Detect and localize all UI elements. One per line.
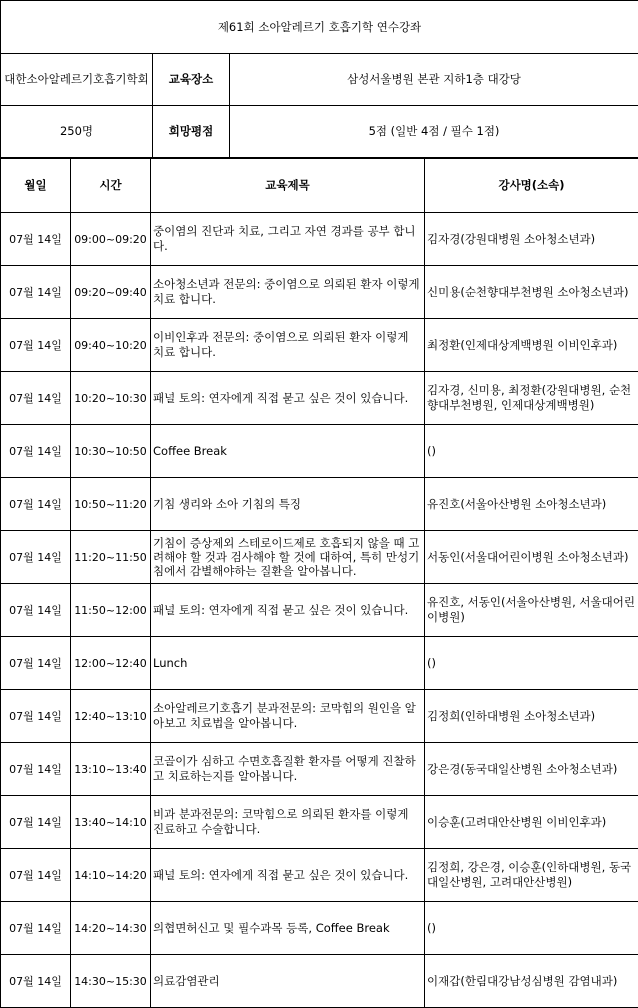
schedule-row bbox=[1, 743, 638, 796]
session-time: 13:40~14:10 bbox=[74, 815, 147, 829]
schedule-row bbox=[1, 531, 638, 584]
session-time: 10:30~10:50 bbox=[74, 444, 147, 458]
session-speaker-cell bbox=[425, 584, 638, 637]
session-speaker: 신미용(순천향대부천병원 소아청소년과) bbox=[427, 284, 629, 299]
session-time: 14:20~14:30 bbox=[74, 921, 147, 935]
session-time: 11:50~12:00 bbox=[74, 603, 147, 617]
session-date-cell bbox=[1, 213, 71, 266]
session-time: 14:30~15:30 bbox=[74, 974, 147, 988]
session-time-cell bbox=[71, 902, 151, 955]
session-topic-cell bbox=[151, 319, 425, 372]
session-date: 07월 14일 bbox=[9, 815, 62, 829]
session-date-cell bbox=[1, 584, 71, 637]
session-time: 10:20~10:30 bbox=[74, 391, 147, 405]
header-time: 시간 bbox=[71, 159, 151, 213]
session-topic: Coffee Break bbox=[153, 443, 227, 458]
schedule-row bbox=[1, 690, 638, 743]
session-date: 07월 14일 bbox=[9, 974, 62, 988]
schedule-row bbox=[1, 372, 638, 425]
session-topic-cell bbox=[151, 743, 425, 796]
course-title: 제61회 소아알레르기 호흡기학 연수강좌 bbox=[1, 1, 638, 54]
session-time: 09:40~10:20 bbox=[74, 338, 147, 352]
session-speaker-cell bbox=[425, 531, 638, 584]
session-topic-cell bbox=[151, 372, 425, 425]
session-time-cell bbox=[71, 849, 151, 902]
session-date-cell bbox=[1, 531, 71, 584]
session-time: 09:00~09:20 bbox=[74, 232, 147, 246]
session-speaker-cell bbox=[425, 266, 638, 319]
session-date-cell bbox=[1, 955, 71, 1008]
session-speaker: () bbox=[427, 655, 436, 670]
session-topic-cell bbox=[151, 478, 425, 531]
credit-value: 5점 (일반 4점 / 필수 1점) bbox=[230, 106, 638, 158]
session-date-cell bbox=[1, 796, 71, 849]
session-date: 07월 14일 bbox=[9, 709, 62, 723]
session-time: 10:50~11:20 bbox=[74, 497, 147, 511]
schedule-table bbox=[0, 158, 638, 1008]
session-date: 07월 14일 bbox=[9, 232, 62, 246]
session-date-cell bbox=[1, 478, 71, 531]
venue-label: 교육장소 bbox=[153, 54, 230, 106]
header-date: 월일 bbox=[1, 159, 71, 213]
session-topic-cell bbox=[151, 584, 425, 637]
session-topic: 패널 토의: 연자에게 직접 묻고 싶은 것이 있습니다. bbox=[153, 867, 409, 882]
session-time-cell bbox=[71, 584, 151, 637]
capacity-value: 250명 bbox=[1, 106, 153, 158]
session-topic-cell bbox=[151, 902, 425, 955]
session-date: 07월 14일 bbox=[9, 391, 62, 405]
session-time-cell bbox=[71, 372, 151, 425]
session-time-cell bbox=[71, 637, 151, 690]
session-date-cell bbox=[1, 319, 71, 372]
schedule-body bbox=[1, 213, 638, 1008]
session-speaker-cell bbox=[425, 425, 638, 478]
session-topic: 코골이가 심하고 수면호흡질환 환자를 어떻게 진찰하고 치료하는지를 알아봅니다. bbox=[153, 754, 416, 783]
session-date-cell bbox=[1, 743, 71, 796]
session-date: 07월 14일 bbox=[9, 868, 62, 882]
session-speaker-cell bbox=[425, 690, 638, 743]
session-speaker-cell bbox=[425, 902, 638, 955]
session-speaker: 김정희(인하대병원 소아청소년과) bbox=[427, 708, 596, 723]
session-topic-cell bbox=[151, 637, 425, 690]
schedule-row bbox=[1, 902, 638, 955]
session-time-cell bbox=[71, 319, 151, 372]
session-speaker-cell bbox=[425, 743, 638, 796]
session-speaker: 김자경, 신미용, 최정환(강원대병원, 순천향대부천병원, 인제대상계백병원) bbox=[427, 383, 632, 412]
session-speaker-cell bbox=[425, 796, 638, 849]
schedule-row bbox=[1, 796, 638, 849]
session-date-cell bbox=[1, 690, 71, 743]
session-speaker: 이재갑(한림대강남성심병원 감염내과) bbox=[427, 973, 618, 988]
session-speaker-cell bbox=[425, 319, 638, 372]
session-speaker-cell bbox=[425, 213, 638, 266]
session-speaker: () bbox=[427, 920, 436, 935]
session-time-cell bbox=[71, 743, 151, 796]
organizer-name: 대한소아알레르기호흡기학회 bbox=[1, 54, 153, 106]
session-time: 12:40~13:10 bbox=[74, 709, 147, 723]
session-topic-cell bbox=[151, 531, 425, 584]
schedule-row bbox=[1, 584, 638, 637]
session-topic-cell bbox=[151, 849, 425, 902]
session-topic: 소아청소년과 전문의: 중이염으로 의뢰된 환자 이렇게 치료 합니다. bbox=[153, 277, 420, 306]
session-time: 11:20~11:50 bbox=[74, 550, 147, 564]
schedule-row bbox=[1, 637, 638, 690]
session-time-cell bbox=[71, 690, 151, 743]
course-info-table bbox=[0, 0, 638, 158]
session-topic: 기침이 증상제외 스테로이드제로 호흡되지 않을 때 고려해야 할 것과 검사해야 할 것에 대하여, 특히 만성기침에서 감별해야하는 질환을 알아봅니다. bbox=[153, 536, 420, 578]
venue-value: 삼성서울병원 본관 지하1층 대강당 bbox=[230, 54, 638, 106]
session-speaker: 최정환(인제대상계백병원 이비인후과) bbox=[427, 337, 618, 352]
session-topic-cell bbox=[151, 796, 425, 849]
schedule-header-row bbox=[1, 159, 638, 213]
session-date: 07월 14일 bbox=[9, 762, 62, 776]
session-date: 07월 14일 bbox=[9, 497, 62, 511]
session-time: 13:10~13:40 bbox=[74, 762, 147, 776]
session-time-cell bbox=[71, 425, 151, 478]
session-topic: 의협면허신고 및 필수과목 등록, Coffee Break bbox=[153, 920, 390, 935]
schedule-row bbox=[1, 478, 638, 531]
session-topic: 이비인후과 전문의: 중이염으로 의뢰된 환자 이렇게 치료 합니다. bbox=[153, 330, 409, 359]
session-date: 07월 14일 bbox=[9, 444, 62, 458]
session-date: 07월 14일 bbox=[9, 603, 62, 617]
session-topic-cell bbox=[151, 425, 425, 478]
session-time-cell bbox=[71, 478, 151, 531]
session-speaker-cell bbox=[425, 478, 638, 531]
session-speaker: 유진호(서울아산병원 소아청소년과) bbox=[427, 496, 607, 511]
credit-label: 희망평점 bbox=[153, 106, 230, 158]
session-time: 09:20~09:40 bbox=[74, 285, 147, 299]
session-topic: 의료감염관리 bbox=[153, 973, 220, 988]
session-date-cell bbox=[1, 637, 71, 690]
session-topic-cell bbox=[151, 955, 425, 1008]
session-date-cell bbox=[1, 425, 71, 478]
schedule-row bbox=[1, 955, 638, 1008]
session-speaker-cell bbox=[425, 637, 638, 690]
session-topic-cell bbox=[151, 213, 425, 266]
session-time-cell bbox=[71, 531, 151, 584]
schedule-row bbox=[1, 425, 638, 478]
schedule-row bbox=[1, 266, 638, 319]
session-date-cell bbox=[1, 849, 71, 902]
session-topic-cell bbox=[151, 266, 425, 319]
session-date: 07월 14일 bbox=[9, 656, 62, 670]
session-speaker: () bbox=[427, 443, 436, 458]
session-topic: 소아알레르기호흡기 분과전문의: 코막힘의 원인을 알아보고 치료법을 알아봅니다. bbox=[153, 701, 416, 730]
session-topic-cell bbox=[151, 690, 425, 743]
session-date: 07월 14일 bbox=[9, 285, 62, 299]
session-speaker: 강은경(동국대일산병원 소아청소년과) bbox=[427, 761, 618, 776]
session-speaker-cell bbox=[425, 955, 638, 1008]
session-speaker: 유진호, 서동인(서울아산병원, 서울대어린이병원) bbox=[427, 595, 635, 624]
session-speaker: 이승훈(고려대안산병원 이비인후과) bbox=[427, 814, 607, 829]
session-time-cell bbox=[71, 796, 151, 849]
session-topic: 기침 생리와 소아 기침의 특징 bbox=[153, 496, 301, 511]
session-speaker: 김자경(강원대병원 소아청소년과) bbox=[427, 231, 596, 246]
session-date-cell bbox=[1, 266, 71, 319]
session-time-cell bbox=[71, 266, 151, 319]
session-topic: 패널 토의: 연자에게 직접 묻고 싶은 것이 있습니다. bbox=[153, 390, 409, 405]
session-topic: 비과 분과전문의: 코막힘으로 의뢰된 환자를 이렇게 진료하고 수술합니다. bbox=[153, 807, 409, 836]
session-topic: Lunch bbox=[153, 655, 188, 670]
session-time: 12:00~12:40 bbox=[74, 656, 147, 670]
session-date-cell bbox=[1, 902, 71, 955]
schedule-row bbox=[1, 213, 638, 266]
session-speaker: 서동인(서울대어린이병원 소아청소년과) bbox=[427, 549, 629, 564]
session-speaker-cell bbox=[425, 372, 638, 425]
session-time-cell bbox=[71, 213, 151, 266]
header-speaker: 강사명(소속) bbox=[425, 159, 638, 213]
header-topic: 교육제목 bbox=[151, 159, 425, 213]
session-date: 07월 14일 bbox=[9, 338, 62, 352]
session-date: 07월 14일 bbox=[9, 550, 62, 564]
session-date: 07월 14일 bbox=[9, 921, 62, 935]
session-speaker-cell bbox=[425, 849, 638, 902]
session-time-cell bbox=[71, 955, 151, 1008]
schedule-row bbox=[1, 319, 638, 372]
session-topic: 패널 토의: 연자에게 직접 묻고 싶은 것이 있습니다. bbox=[153, 602, 409, 617]
session-speaker: 김정희, 강은경, 이승훈(인하대병원, 동국대일산병원, 고려대안산병원) bbox=[427, 860, 632, 889]
schedule-row bbox=[1, 849, 638, 902]
session-time: 14:10~14:20 bbox=[74, 868, 147, 882]
session-date-cell bbox=[1, 372, 71, 425]
session-topic: 중이염의 진단과 치료, 그리고 자연 경과를 공부 합니다. bbox=[153, 224, 416, 253]
